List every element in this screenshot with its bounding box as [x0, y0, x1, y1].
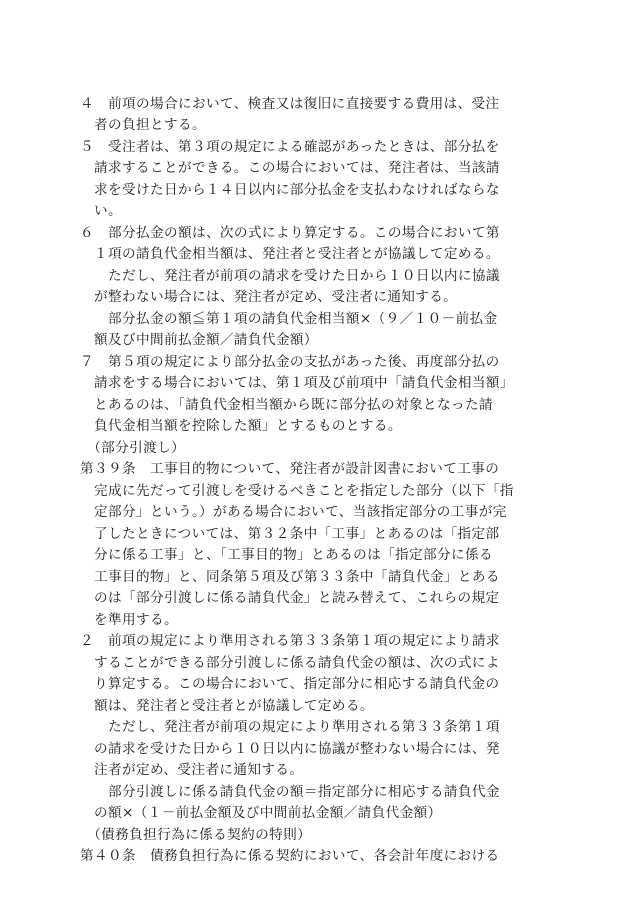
text-line: 求を受けた日から１４日以内に部分払金を支払わなければならな — [80, 182, 500, 198]
text-line: ただし、発注者が前項の請求を受けた日から１０日以内に協議 — [80, 268, 500, 284]
text-line: ７ 第５項の規定により部分払金の支払があった後、再度部分払の — [80, 354, 500, 370]
article-heading-39: 第３９条 工事目的物について、発注者が設計図書において工事の — [80, 461, 500, 477]
text-line: 額及び中間前払金額／請負代金額） — [80, 332, 318, 348]
text-line: ４ 前項の場合において、検査又は復旧に直接要する費用は、受注 — [80, 96, 500, 112]
text-line: 工事目的物」と、同条第５項及び第３３条中「請負代金」とある — [80, 569, 500, 585]
text-line: １項の請負代金相当額は、発注者と受注者とが協議して定める。 — [80, 246, 500, 262]
text-line: が整わない場合には、発注者が定め、受注者に通知する。 — [80, 289, 458, 305]
text-line: の請求を受けた日から１０日以内に協議が整わない場合には、発 — [80, 741, 500, 757]
text-line: 額は、発注者と受注者とが協議して定める。 — [80, 698, 374, 714]
section-heading: （債務負担行為に係る契約の特則） — [80, 827, 312, 843]
text-line: を準用する。 — [80, 612, 178, 628]
text-line: ６ 部分払金の額は、次の式により算定する。この場合において第 — [80, 225, 500, 241]
text-line: ２ 前項の規定により準用される第３３条第１項の規定により請求 — [80, 633, 500, 649]
text-line: 者の負担とする。 — [80, 117, 206, 133]
text-line: 部分払金の額≦第１項の請負代金相当額×（９／１０－前払金 — [80, 311, 498, 327]
text-line: 負代金相当額を控除した額」とするものとする。 — [80, 418, 402, 434]
text-line: 分に係る工事」と、「工事目的物」とあるのは「指定部分に係る — [80, 547, 494, 563]
text-line: 了したときについては、第３２条中「工事」とあるのは「指定部 — [80, 526, 500, 542]
text-line: のは「部分引渡しに係る請負代金」と読み替えて、これらの規定 — [80, 590, 500, 606]
section-heading: （部分引渡し） — [80, 440, 186, 456]
text-line: 注者が定め、受注者に通知する。 — [80, 762, 304, 778]
text-line: 部分引渡しに係る請負代金の額＝指定部分に相応する請負代金 — [80, 784, 500, 800]
text-line: 定部分」という。）がある場合において、当該指定部分の工事が完 — [80, 504, 507, 520]
text-line: り算定する。この場合において、指定部分に相応する請負代金の — [80, 676, 500, 692]
text-line: の額×（１－前払金額及び中間前払金額／請負代金額） — [80, 805, 442, 821]
text-line: ただし、発注者が前項の規定により準用される第３３条第１項 — [80, 719, 500, 735]
text-line: 請求をする場合においては、第１項及び前項中「請負代金相当額」 — [80, 375, 514, 391]
article-heading-40: 第４０条 債務負担行為に係る契約において、各会計年度における — [80, 848, 500, 864]
text-line: することができる部分引渡しに係る請負代金の額は、次の式によ — [80, 655, 500, 671]
text-line: い。 — [80, 203, 122, 219]
text-line: とあるのは、「請負代金相当額から既に部分払の対象となった請 — [80, 397, 494, 413]
text-line: ５ 受注者は、第３項の規定による確認があったときは、部分払を — [80, 139, 500, 155]
text-line: 完成に先だって引渡しを受けるべきことを指定した部分（以下「指 — [80, 483, 514, 499]
text-line: 請求することができる。この場合においては、発注者は、当該請 — [80, 160, 500, 176]
